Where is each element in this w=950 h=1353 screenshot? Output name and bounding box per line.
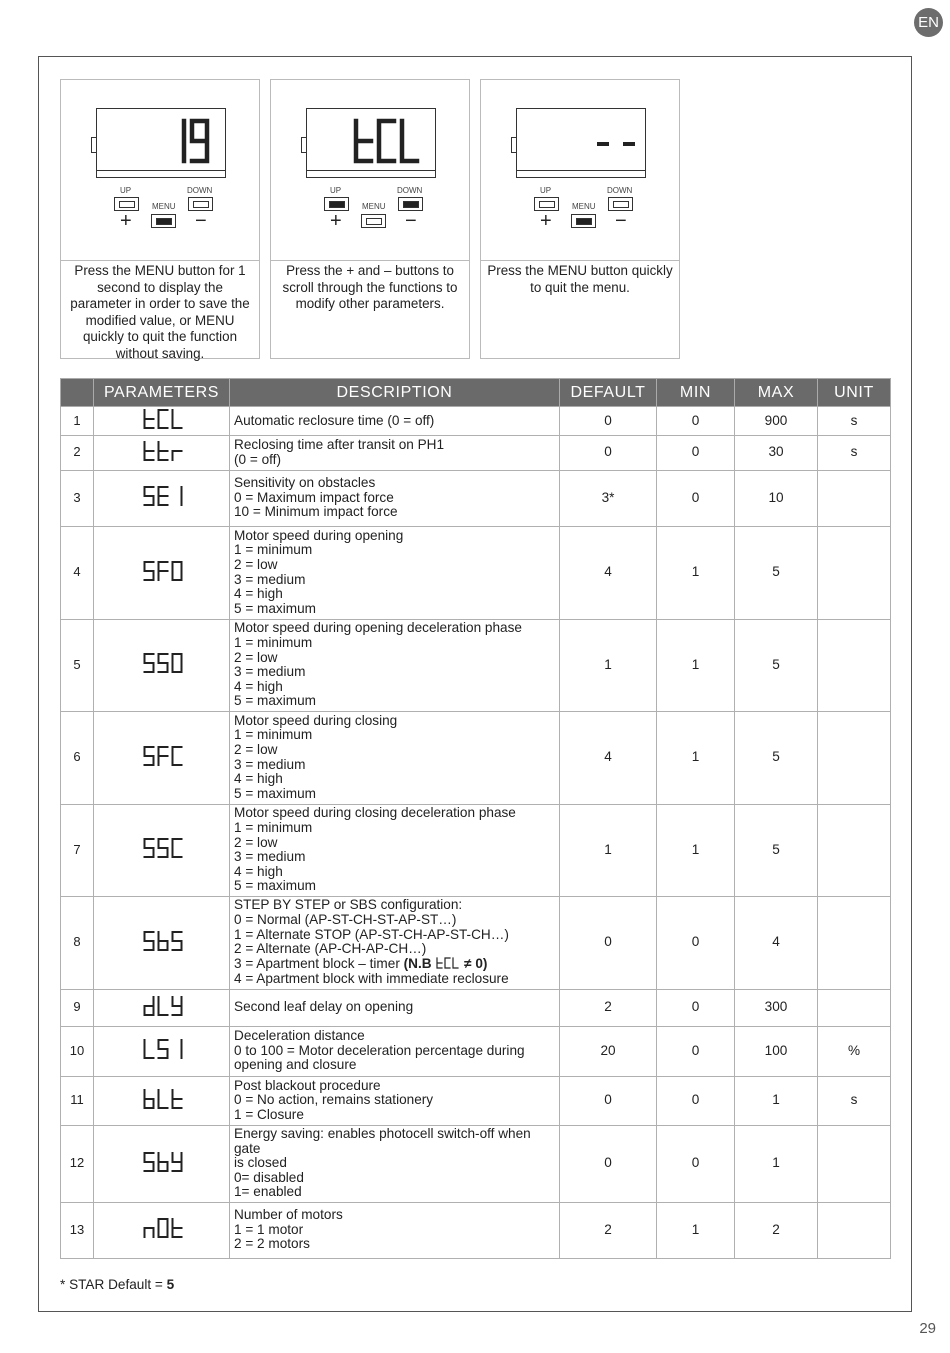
lcd-display bbox=[516, 108, 646, 178]
parameter-description bbox=[230, 619, 560, 711]
table-row bbox=[61, 896, 891, 989]
table-row bbox=[61, 1125, 891, 1202]
description-line: Post blackout procedure bbox=[234, 1077, 381, 1093]
max-value: 5 bbox=[735, 711, 818, 804]
description-line: 5 = maximum bbox=[234, 878, 316, 894]
parameter-code bbox=[94, 619, 230, 711]
description-line: 10 = Minimum impact force bbox=[234, 504, 398, 520]
menu-button[interactable] bbox=[361, 214, 386, 228]
description-line: 0 = Normal (AP-ST-CH-ST-AP-ST…) bbox=[234, 911, 457, 927]
up-label: UP bbox=[540, 186, 552, 195]
instruction-panel-1 bbox=[60, 79, 260, 359]
inline-code bbox=[435, 957, 460, 973]
description-line: 2 = low bbox=[234, 557, 278, 572]
description-line: Number of motors bbox=[234, 1207, 343, 1223]
default-value: 2 bbox=[560, 1202, 657, 1258]
description-text: 3 = Apartment block – timer bbox=[234, 955, 404, 971]
max-value: 10 bbox=[735, 470, 818, 526]
default-value: 20 bbox=[560, 1026, 657, 1076]
minus-icon: − bbox=[195, 210, 207, 232]
max-value: 4 bbox=[735, 896, 818, 989]
description-line: 1 = minimum bbox=[234, 634, 313, 650]
description-line: Motor speed during closing deceleration phase bbox=[234, 805, 516, 821]
down-button[interactable] bbox=[398, 197, 423, 211]
parameter-code bbox=[94, 470, 230, 526]
plus-icon: + bbox=[330, 210, 342, 232]
table-header-row bbox=[61, 379, 891, 407]
parameter-code bbox=[94, 804, 230, 896]
max-value: 2 bbox=[735, 1202, 818, 1258]
description-line: 2 = 2 motors bbox=[234, 1236, 310, 1252]
description-line bbox=[234, 957, 555, 973]
min-value: 0 bbox=[657, 896, 735, 989]
table-row bbox=[61, 619, 891, 711]
parameter-description bbox=[230, 896, 560, 989]
note-bold bbox=[404, 956, 488, 971]
default-value: 4 bbox=[560, 711, 657, 804]
table-row bbox=[61, 1076, 891, 1125]
description-line: 3 = medium bbox=[234, 571, 306, 587]
header-min: MIN bbox=[657, 379, 735, 407]
instruction-panel-3 bbox=[480, 79, 680, 359]
parameter-description bbox=[230, 1026, 560, 1076]
description-line: Motor speed during opening deceleration phase bbox=[234, 620, 522, 636]
control-panel-illustration bbox=[481, 80, 679, 261]
row-number: 13 bbox=[61, 1202, 94, 1258]
description-line: opening and closure bbox=[234, 1057, 357, 1073]
unit-value bbox=[818, 470, 891, 526]
row-number: 12 bbox=[61, 1125, 94, 1202]
parameter-code bbox=[94, 896, 230, 989]
parameter-code bbox=[94, 1202, 230, 1258]
parameter-code bbox=[94, 435, 230, 470]
description-line: 0= disabled bbox=[234, 1169, 304, 1185]
parameter-code bbox=[94, 1076, 230, 1125]
minus-icon: − bbox=[615, 210, 627, 232]
footnote bbox=[60, 1277, 174, 1292]
down-button[interactable] bbox=[188, 197, 213, 211]
min-value: 1 bbox=[657, 526, 735, 619]
header-number bbox=[61, 379, 94, 407]
down-button[interactable] bbox=[608, 197, 633, 211]
min-value: 1 bbox=[657, 1202, 735, 1258]
description-line: 0 = No action, remains stationery bbox=[234, 1092, 434, 1108]
description-line: 1 = 1 motor bbox=[234, 1221, 304, 1237]
description-line: Deceleration distance bbox=[234, 1028, 365, 1044]
description-line: Second leaf delay on opening bbox=[234, 999, 414, 1015]
instruction-panel-2 bbox=[270, 79, 470, 359]
max-value: 30 bbox=[735, 435, 818, 470]
parameter-code bbox=[94, 1125, 230, 1202]
min-value: 0 bbox=[657, 407, 735, 436]
menu-label: MENU bbox=[572, 202, 596, 211]
default-value: 2 bbox=[560, 989, 657, 1026]
parameter-description bbox=[230, 526, 560, 619]
header-max: MAX bbox=[735, 379, 818, 407]
min-value: 1 bbox=[657, 804, 735, 896]
header-unit: UNIT bbox=[818, 379, 891, 407]
description-line: 3 = medium bbox=[234, 664, 306, 680]
description-line: Motor speed during closing bbox=[234, 712, 398, 728]
min-value: 0 bbox=[657, 435, 735, 470]
parameter-code bbox=[94, 407, 230, 436]
menu-button[interactable] bbox=[571, 214, 596, 228]
description-line: 0 to 100 = Motor deceleration percentage during bbox=[234, 1042, 525, 1058]
description-line: Motor speed during opening bbox=[234, 527, 404, 543]
row-number: 11 bbox=[61, 1076, 94, 1125]
max-value: 900 bbox=[735, 407, 818, 436]
row-number: 3 bbox=[61, 470, 94, 526]
description-line: 2 = Alternate (AP-CH-AP-CH…) bbox=[234, 941, 427, 957]
menu-button[interactable] bbox=[151, 214, 176, 228]
max-value: 1 bbox=[735, 1076, 818, 1125]
down-label: DOWN bbox=[607, 186, 633, 195]
description-line: 4 = high bbox=[234, 771, 283, 787]
row-number: 4 bbox=[61, 526, 94, 619]
min-value: 1 bbox=[657, 711, 735, 804]
up-label: UP bbox=[330, 186, 342, 195]
default-value: 0 bbox=[560, 435, 657, 470]
parameter-description bbox=[230, 1125, 560, 1202]
min-value: 0 bbox=[657, 1125, 735, 1202]
unit-value bbox=[818, 711, 891, 804]
description-line: 5 = maximum bbox=[234, 785, 316, 801]
unit-value: % bbox=[818, 1026, 891, 1076]
min-value: 0 bbox=[657, 470, 735, 526]
table-row bbox=[61, 1026, 891, 1076]
menu-label: MENU bbox=[152, 202, 176, 211]
lcd-display bbox=[306, 108, 436, 178]
row-number: 1 bbox=[61, 407, 94, 436]
down-label: DOWN bbox=[397, 186, 423, 195]
header-default: DEFAULT bbox=[560, 379, 657, 407]
header-parameters: PARAMETERS bbox=[94, 379, 230, 407]
control-panel-illustration bbox=[271, 80, 469, 261]
instruction-text: Press the + and – buttons to scroll through the functions to modify other parameters. bbox=[282, 263, 458, 311]
description-line: 4 = high bbox=[234, 678, 283, 694]
description-line: 1 = minimum bbox=[234, 727, 313, 743]
parameter-code bbox=[94, 711, 230, 804]
parameter-description bbox=[230, 1076, 560, 1125]
min-value: 0 bbox=[657, 1026, 735, 1076]
default-value: 0 bbox=[560, 896, 657, 989]
parameter-code bbox=[94, 1026, 230, 1076]
description-line: Energy saving: enables photocell switch-off when bbox=[234, 1126, 531, 1142]
up-label: UP bbox=[120, 186, 132, 195]
max-value: 100 bbox=[735, 1026, 818, 1076]
description-line: 4 = Apartment block with immediate reclosure bbox=[234, 971, 509, 987]
parameter-description bbox=[230, 435, 560, 470]
plus-icon: + bbox=[120, 210, 132, 232]
table-row bbox=[61, 526, 891, 619]
plus-icon: + bbox=[540, 210, 552, 232]
footnote-text: * STAR Default = bbox=[60, 1277, 167, 1292]
instruction-text: Press the MENU button for 1 second to display the parameter in order to save the modified value, or MENU quickly to quit the function without saving. bbox=[70, 263, 250, 361]
row-number: 10 bbox=[61, 1026, 94, 1076]
table-row bbox=[61, 989, 891, 1026]
default-value: 1 bbox=[560, 804, 657, 896]
unit-value: s bbox=[818, 407, 891, 436]
row-number: 8 bbox=[61, 896, 94, 989]
description-line: 3 = medium bbox=[234, 849, 306, 865]
parameter-code bbox=[94, 989, 230, 1026]
page-number: 29 bbox=[919, 1320, 936, 1337]
unit-value bbox=[818, 1125, 891, 1202]
parameter-description bbox=[230, 470, 560, 526]
description-line: 5 = maximum bbox=[234, 693, 316, 709]
table-row bbox=[61, 804, 891, 896]
max-value: 5 bbox=[735, 619, 818, 711]
minus-icon: − bbox=[405, 210, 417, 232]
description-line: 3 = medium bbox=[234, 756, 306, 772]
default-value: 0 bbox=[560, 1125, 657, 1202]
unit-value bbox=[818, 804, 891, 896]
up-button[interactable] bbox=[534, 197, 559, 211]
description-line: (0 = off) bbox=[234, 451, 281, 467]
default-value: 1 bbox=[560, 619, 657, 711]
lcd-display bbox=[96, 108, 226, 178]
description-line: 4 = high bbox=[234, 863, 283, 879]
description-line: Automatic reclosure time (0 = off) bbox=[234, 412, 435, 428]
up-button[interactable] bbox=[324, 197, 349, 211]
parameter-description bbox=[230, 804, 560, 896]
language-badge: EN bbox=[914, 8, 943, 37]
description-line: 0 = Maximum impact force bbox=[234, 489, 394, 505]
description-line: is closed bbox=[234, 1155, 287, 1171]
default-value: 3* bbox=[560, 470, 657, 526]
footnote-value: 5 bbox=[166, 1277, 175, 1292]
unit-value bbox=[818, 989, 891, 1026]
parameter-code bbox=[94, 526, 230, 619]
parameter-description bbox=[230, 407, 560, 436]
description-line: Sensitivity on obstacles bbox=[234, 475, 376, 491]
instruction-text: Press the MENU button quickly to quit the menu. bbox=[487, 263, 673, 295]
parameter-description bbox=[230, 1202, 560, 1258]
default-value: 0 bbox=[560, 1076, 657, 1125]
row-number: 5 bbox=[61, 619, 94, 711]
min-value: 1 bbox=[657, 619, 735, 711]
description-line: 4 = high bbox=[234, 586, 283, 602]
menu-label: MENU bbox=[362, 202, 386, 211]
max-value: 1 bbox=[735, 1125, 818, 1202]
min-value: 0 bbox=[657, 1076, 735, 1125]
description-line: Reclosing time after transit on PH1 bbox=[234, 437, 445, 452]
description-line: 2 = low bbox=[234, 834, 278, 850]
table-row bbox=[61, 1202, 891, 1258]
table-row bbox=[61, 711, 891, 804]
description-line: 1 = minimum bbox=[234, 819, 313, 835]
unit-value: s bbox=[818, 1076, 891, 1125]
unit-value bbox=[818, 896, 891, 989]
table-row bbox=[61, 407, 891, 436]
unit-value: s bbox=[818, 435, 891, 470]
row-number: 6 bbox=[61, 711, 94, 804]
max-value: 5 bbox=[735, 526, 818, 619]
default-value: 0 bbox=[560, 407, 657, 436]
parameter-description bbox=[230, 989, 560, 1026]
note-close: ≠ 0) bbox=[460, 955, 488, 971]
row-number: 2 bbox=[61, 435, 94, 470]
max-value: 5 bbox=[735, 804, 818, 896]
parameters-table bbox=[60, 378, 891, 1259]
min-value: 0 bbox=[657, 989, 735, 1026]
unit-value bbox=[818, 1202, 891, 1258]
description-line: 1 = Closure bbox=[234, 1106, 304, 1122]
control-panel-illustration bbox=[61, 80, 259, 261]
description-line: 1 = minimum bbox=[234, 542, 313, 558]
unit-value bbox=[818, 526, 891, 619]
max-value: 300 bbox=[735, 989, 818, 1026]
description-line: 5 = maximum bbox=[234, 600, 316, 616]
unit-value bbox=[818, 619, 891, 711]
description-line: STEP BY STEP or SBS configuration: bbox=[234, 897, 463, 913]
down-label: DOWN bbox=[187, 186, 213, 195]
row-number: 7 bbox=[61, 804, 94, 896]
note-open: (N.B bbox=[403, 955, 436, 971]
default-value: 4 bbox=[560, 526, 657, 619]
description-line: 2 = low bbox=[234, 649, 278, 665]
description-line: 2 = low bbox=[234, 742, 278, 757]
row-number: 9 bbox=[61, 989, 94, 1026]
table-row bbox=[61, 435, 891, 470]
description-line: 1= enabled bbox=[234, 1184, 302, 1200]
parameter-description bbox=[230, 711, 560, 804]
description-line: gate bbox=[234, 1140, 261, 1156]
description-line: 1 = Alternate STOP (AP-ST-CH-AP-ST-CH…) bbox=[234, 926, 509, 942]
header-description: DESCRIPTION bbox=[230, 379, 560, 407]
up-button[interactable] bbox=[114, 197, 139, 211]
table-row bbox=[61, 470, 891, 526]
